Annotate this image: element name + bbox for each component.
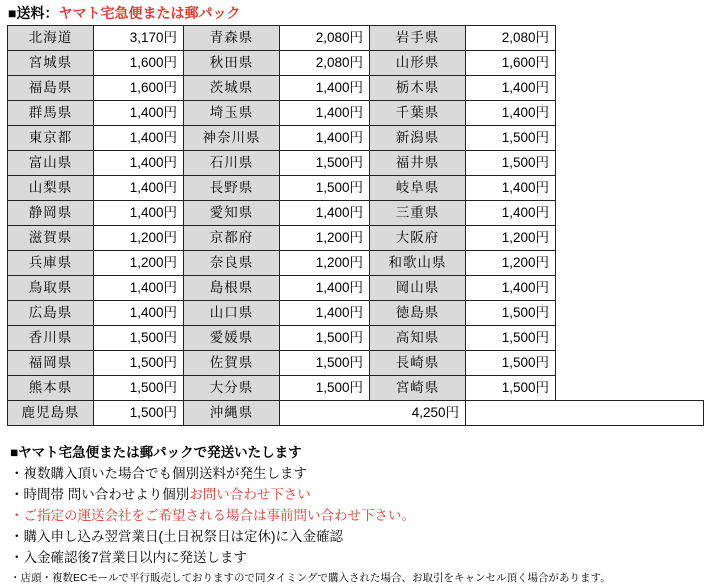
table-row <box>8 126 704 151</box>
table-cell-prefecture: 鳥取県 <box>8 276 94 301</box>
table-cell-fee: 1,400円 <box>94 276 184 301</box>
table-cell-fee: 1,500円 <box>94 401 184 426</box>
table-cell-fee: 1,500円 <box>280 151 370 176</box>
table-cell-prefecture: 千葉県 <box>370 101 466 126</box>
table-cell-prefecture: 和歌山県 <box>370 251 466 276</box>
table-cell-prefecture: 福岡県 <box>8 351 94 376</box>
table-cell-fee: 1,400円 <box>94 176 184 201</box>
table-row <box>8 276 704 301</box>
table-cell-fee: 1,200円 <box>94 251 184 276</box>
note-segment: ・複数購入頂いた場合でも個別送料が発生します <box>10 466 307 481</box>
table-cell-prefecture: 新潟県 <box>370 126 466 151</box>
table-cell-prefecture: 群馬県 <box>8 101 94 126</box>
shipping-header-value: ヤマト宅急便または郵パック <box>58 5 241 21</box>
table-cell-fee: 1,400円 <box>280 276 370 301</box>
table-row <box>8 226 704 251</box>
table-cell-fee: 2,080円 <box>280 26 370 51</box>
note-item <box>10 505 703 526</box>
table-cell-fee: 1,500円 <box>280 176 370 201</box>
table-cell-prefecture: 奈良県 <box>184 251 280 276</box>
table-row <box>8 26 704 51</box>
table-cell-fee: 1,400円 <box>280 126 370 151</box>
table-cell-prefecture: 広島県 <box>8 301 94 326</box>
table-row <box>8 201 704 226</box>
table-cell-fee: 1,500円 <box>466 351 556 376</box>
table-cell-fee: 2,080円 <box>466 26 556 51</box>
table-cell-prefecture: 兵庫県 <box>8 251 94 276</box>
table-cell-fee: 1,500円 <box>94 326 184 351</box>
table-cell-fee: 1,600円 <box>94 51 184 76</box>
table-cell-fee: 1,400円 <box>466 276 556 301</box>
table-cell-prefecture: 鹿児島県 <box>8 401 94 426</box>
table-cell-fee: 1,400円 <box>466 176 556 201</box>
table-cell-fee: 1,500円 <box>466 376 556 401</box>
table-row <box>8 76 704 101</box>
table-cell-fee: 1,200円 <box>466 226 556 251</box>
table-cell-prefecture: 栃木県 <box>370 76 466 101</box>
table-cell-fee: 1,400円 <box>280 76 370 101</box>
table-cell-prefecture: 山形県 <box>370 51 466 76</box>
notes-heading: ■ヤマト宅急便または郵パックで発送いたします <box>10 445 302 460</box>
table-row <box>8 251 704 276</box>
note-segment: ・ご指定の運送会社をご希望される場合は事前問い合わせ下さい。 <box>10 508 415 523</box>
table-cell-prefecture: 三重県 <box>370 201 466 226</box>
table-cell-prefecture: 秋田県 <box>184 51 280 76</box>
table-cell-prefecture: 北海道 <box>8 26 94 51</box>
table-row <box>8 101 704 126</box>
table-cell-fee: 1,500円 <box>94 351 184 376</box>
table-cell-prefecture: 沖縄県 <box>184 401 280 426</box>
table-cell-prefecture: 佐賀県 <box>184 351 280 376</box>
table-cell-fee: 1,400円 <box>94 201 184 226</box>
table-cell-prefecture: 埼玉県 <box>184 101 280 126</box>
table-cell-fee: 1,200円 <box>466 251 556 276</box>
table-cell-prefecture: 長崎県 <box>370 351 466 376</box>
table-cell-prefecture: 東京都 <box>8 126 94 151</box>
table-cell-prefecture: 山梨県 <box>8 176 94 201</box>
table-cell-prefecture: 神奈川県 <box>184 126 280 151</box>
note-segment: ・購入申し込み翌営業日(土日祝祭日は定休)に入金確認 <box>10 529 343 544</box>
table-cell-fee: 1,400円 <box>466 101 556 126</box>
table-cell-fee: 1,200円 <box>280 251 370 276</box>
table-cell-prefecture: 岐阜県 <box>370 176 466 201</box>
table-cell-fee: 1,500円 <box>466 151 556 176</box>
table-cell-prefecture: 石川県 <box>184 151 280 176</box>
table-row <box>8 326 704 351</box>
table-cell-fee: 1,400円 <box>280 201 370 226</box>
shipping-header <box>8 4 703 22</box>
table-cell-fee: 1,500円 <box>466 126 556 151</box>
shipping-fee-table-body <box>8 26 704 426</box>
table-cell-prefecture: 山口県 <box>184 301 280 326</box>
table-cell-fee: 1,400円 <box>280 101 370 126</box>
table-cell-prefecture: 熊本県 <box>8 376 94 401</box>
note-item <box>10 463 703 484</box>
notes-footnote: ・店頭・複数ECモールで平行販売しておりますので同タイミングで購入された場合、お取引をキャンセル頂く場合があります。 <box>10 572 611 584</box>
shipping-fee-table <box>7 25 704 426</box>
table-cell-fee: 1,500円 <box>466 301 556 326</box>
table-cell-prefecture: 茨城県 <box>184 76 280 101</box>
note-item <box>10 547 703 568</box>
table-cell-fee: 1,600円 <box>466 51 556 76</box>
table-cell-fee: 1,400円 <box>94 126 184 151</box>
table-cell-prefecture: 愛媛県 <box>184 326 280 351</box>
note-segment: ・時間帯 問い合わせより個別 <box>10 487 190 502</box>
table-cell-fee: 1,400円 <box>466 201 556 226</box>
table-cell-prefecture: 島根県 <box>184 276 280 301</box>
table-cell-prefecture: 静岡県 <box>8 201 94 226</box>
table-cell-prefecture: 富山県 <box>8 151 94 176</box>
table-cell-fee: 1,500円 <box>280 326 370 351</box>
note-item <box>10 526 703 547</box>
table-cell-prefecture: 福井県 <box>370 151 466 176</box>
table-row <box>8 351 704 376</box>
note-segment: お問い合わせ下さい <box>189 487 311 502</box>
table-cell-empty <box>466 401 704 426</box>
table-cell-prefecture: 滋賀県 <box>8 226 94 251</box>
table-cell-prefecture: 青森県 <box>184 26 280 51</box>
table-cell-fee: 1,200円 <box>94 226 184 251</box>
table-cell-fee: 1,500円 <box>94 376 184 401</box>
table-row <box>8 51 704 76</box>
note-segment: ・入金確認後7営業日以内に発送します <box>10 550 248 565</box>
table-cell-fee: 1,200円 <box>280 226 370 251</box>
table-cell-fee: 1,400円 <box>94 301 184 326</box>
table-cell-prefecture: 徳島県 <box>370 301 466 326</box>
table-cell-fee: 3,170円 <box>94 26 184 51</box>
table-cell-fee: 1,400円 <box>280 301 370 326</box>
table-cell-prefecture: 大分県 <box>184 376 280 401</box>
table-cell-prefecture: 宮崎県 <box>370 376 466 401</box>
table-cell-prefecture: 福島県 <box>8 76 94 101</box>
notes-list <box>10 463 703 568</box>
table-row <box>8 176 704 201</box>
table-cell-fee: 1,400円 <box>466 76 556 101</box>
notes-section <box>10 442 703 586</box>
table-cell-fee: 4,250円 <box>280 401 466 426</box>
table-cell-prefecture: 愛知県 <box>184 201 280 226</box>
shipping-header-label: ■送料： <box>8 5 59 21</box>
table-cell-prefecture: 岡山県 <box>370 276 466 301</box>
note-item <box>10 484 703 505</box>
table-cell-prefecture: 京都府 <box>184 226 280 251</box>
table-cell-prefecture: 高知県 <box>370 326 466 351</box>
table-cell-fee: 2,080円 <box>280 51 370 76</box>
table-cell-prefecture: 大阪府 <box>370 226 466 251</box>
table-cell-fee: 1,500円 <box>280 376 370 401</box>
table-cell-prefecture: 長野県 <box>184 176 280 201</box>
table-row <box>8 376 704 401</box>
table-cell-fee: 1,600円 <box>94 76 184 101</box>
table-cell-fee: 1,400円 <box>94 101 184 126</box>
table-cell-prefecture: 岩手県 <box>370 26 466 51</box>
table-cell-fee: 1,500円 <box>466 326 556 351</box>
table-row <box>8 301 704 326</box>
table-cell-fee: 1,500円 <box>280 351 370 376</box>
table-cell-fee: 1,400円 <box>94 151 184 176</box>
table-cell-prefecture: 宮城県 <box>8 51 94 76</box>
table-cell-prefecture: 香川県 <box>8 326 94 351</box>
table-row <box>8 401 704 426</box>
table-row <box>8 151 704 176</box>
